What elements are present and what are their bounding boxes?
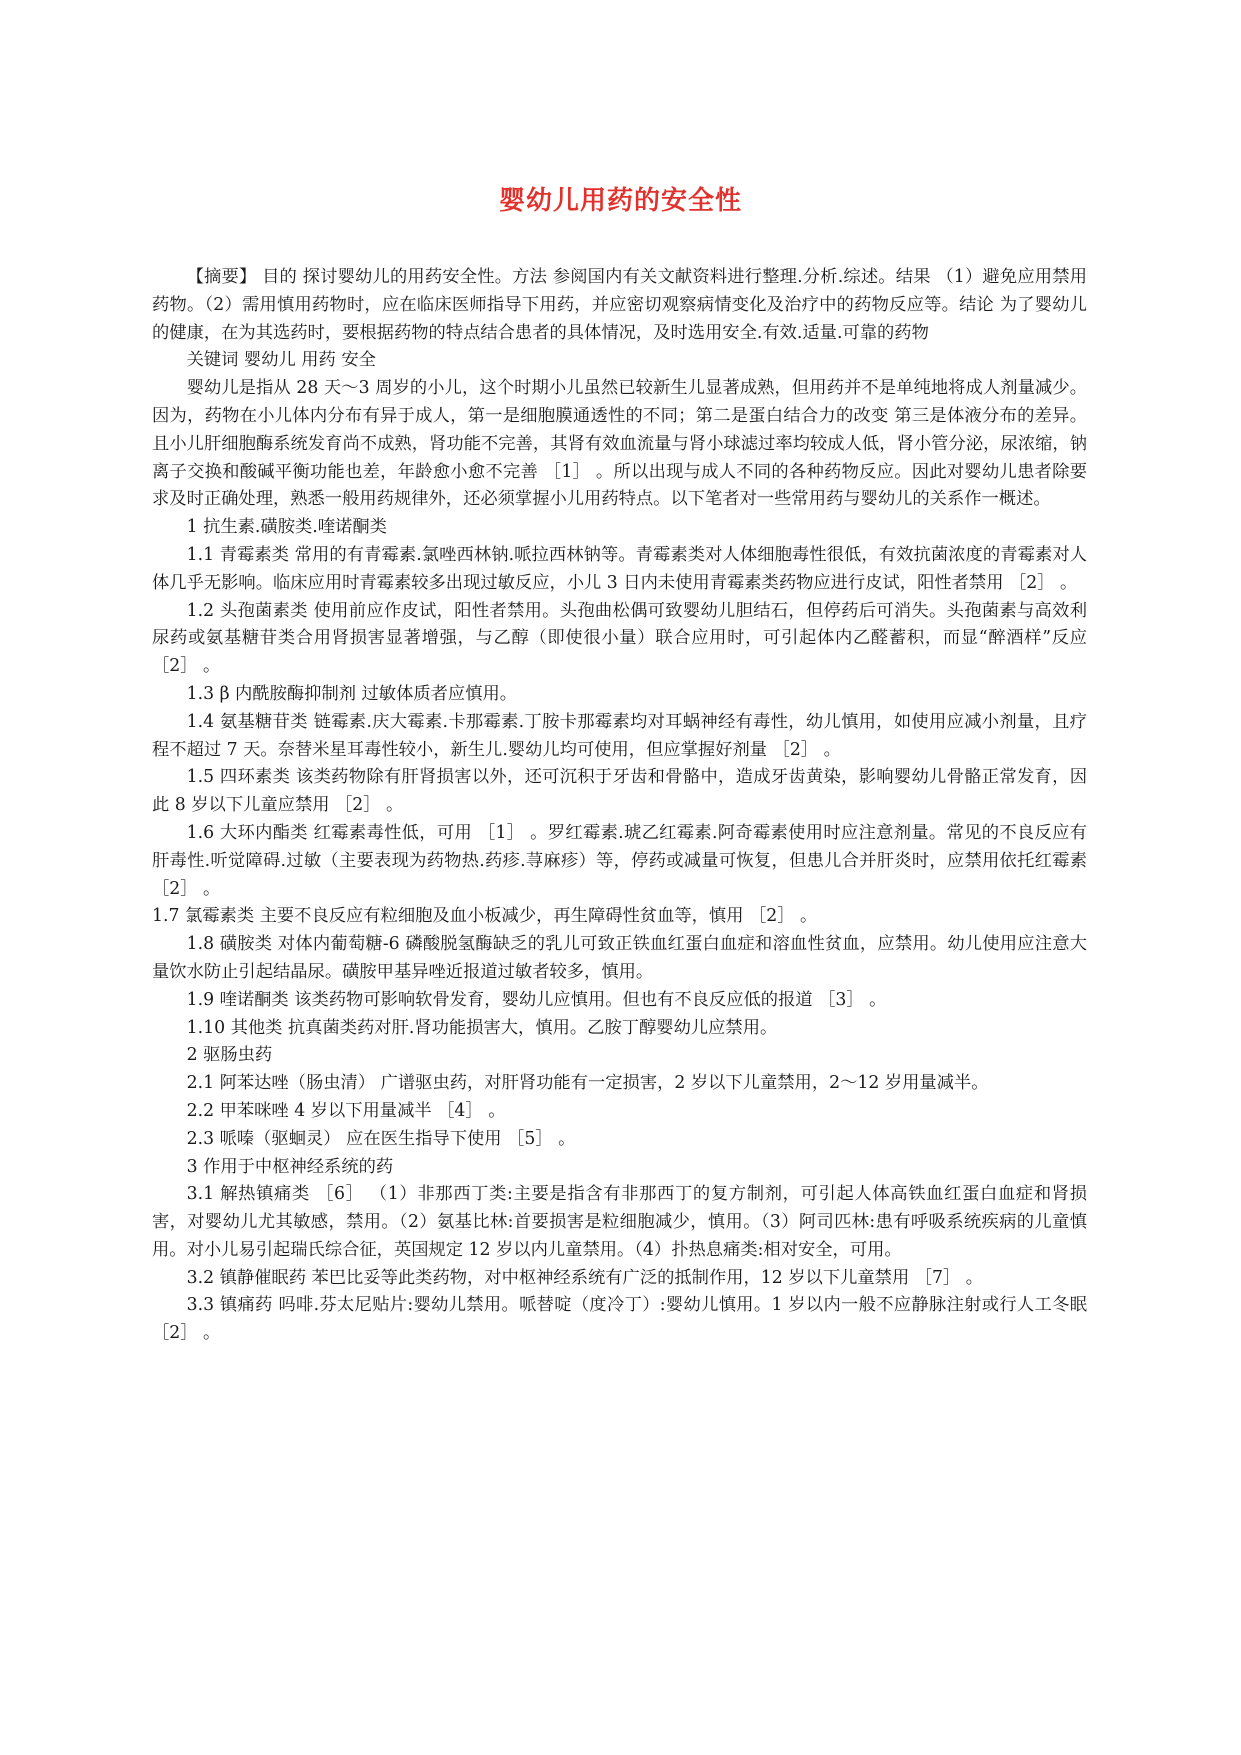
document-body bbox=[152, 264, 1087, 1348]
paragraph: 婴幼儿是指从 28 天～3 周岁的小儿，这个时期小儿虽然已较新生儿显著成熟，但用药并不是单纯地将成人剂量减少。因为，药物在小儿体内分布有异于成人，第一是细胞膜通透性的不同；第二是蛋白结合力的改变 第三是体液分布的差异。且小儿肝细胞酶系统发育尚不成熟，肾功能不完善，其肾有效血流量与肾小球滤过率均较成人低，肾小管分泌，尿浓缩，钠离子交换和酸碱平衡功能也差，年龄愈小愈不完善 ［1］ 。所以出现与成人不同的各种药物反应。因此对婴幼儿患者除要求及时正确处理，熟悉一般用药规律外，还必须掌握小儿用药特点。以下笔者对一些常用药与婴幼儿的关系作一概述。 bbox=[152, 378, 1087, 510]
paragraph: 关键词 婴幼儿 用药 安全 bbox=[186, 350, 376, 371]
paragraph: 2.3 哌嗪（驱蛔灵） 应在医生指导下使用 ［5］ 。 bbox=[186, 1128, 576, 1149]
paragraph: 1.1 青霉素类 常用的有青霉素.氯唑西林钠.哌拉西林钠等。青霉素类对人体细胞毒性很低，有效抗菌浓度的青霉素对人体几乎无影响。临床应用时青霉素较多出现过敏反应，小儿 3 日内未使用青霉素类药物应进行皮试，阳性者禁用 ［2］ 。 bbox=[152, 544, 1087, 593]
paragraph: 【摘要】 目的 探讨婴幼儿的用药安全性。方法 参阅国内有关文献资料进行整理.分析.综述。结果 （1）避免应用禁用药物。（2）需用慎用药物时，应在临床医师指导下用药，并应密切观察病情变化及治疗中的药物反应等。结论 为了婴幼儿的健康，在为其选药时，要根据药物的特点结合患者的具体情况，及时选用安全.有效.适量.可靠的药物 bbox=[152, 267, 1087, 343]
paragraph: 1.4 氨基糖苷类 链霉素.庆大霉素.卡那霉素.丁胺卡那霉素均对耳蜗神经有毒性，幼儿慎用，如使用应减小剂量，且疗程不超过 7 天。奈替米星耳毒性较小，新生儿.婴幼儿均可使用，但应掌握好剂量 ［2］ 。 bbox=[152, 711, 1087, 760]
paragraph: 3 作用于中枢神经系统的药 bbox=[186, 1156, 394, 1177]
paragraph: 1.7 氯霉素类 主要不良反应有粒细胞及血小板减少，再生障碍性贫血等，慎用 ［2］ 。 bbox=[152, 906, 818, 927]
paragraph: 1.8 磺胺类 对体内葡萄糖-6 磷酸脱氢酶缺乏的乳儿可致正铁血红蛋白血症和溶血性贫血，应禁用。幼儿使用应注意大量饮水防止引起结晶尿。磺胺甲基异唑近报道过敏者较多，慎用。 bbox=[152, 934, 1087, 982]
paragraph: 2.1 阿苯达唑（肠虫清） 广谱驱虫药，对肝肾功能有一定损害，2 岁以下儿童禁用，2～12 岁用量减半。 bbox=[186, 1073, 989, 1094]
paragraph: 3.3 镇痛药 吗啡.芬太尼贴片:婴幼儿禁用。哌替啶（度冷丁）:婴幼儿慎用。1 岁以内一般不应静脉注射或行人工冬眠 ［2］ 。 bbox=[152, 1295, 1087, 1344]
paragraph: 1.3 β 内酰胺酶抑制剂 过敏体质者应慎用。 bbox=[186, 683, 518, 704]
paragraph: 3.1 解热镇痛类 ［6］ （1）非那西丁类:主要是指含有非那西丁的复方制剂，可引起人体高铁血红蛋白血症和肾损害，对婴幼儿尤其敏感，禁用。（2）氨基比林:首要损害是粒细胞减少，慎用。（3）阿司匹林:患有呼吸系统疾病的儿童慎用。对小儿易引起瑞氏综合征，英国规定 12 岁以内儿童禁用。（4）扑热息痛类:相对安全，可用。 bbox=[152, 1184, 1087, 1260]
paragraph: 1.9 喹诺酮类 该类药物可影响软骨发育，婴幼儿应慎用。但也有不良反应低的报道 ［3］ 。 bbox=[186, 989, 887, 1010]
paragraph: 1.6 大环内酯类 红霉素毒性低，可用 ［1］ 。罗红霉素.琥乙红霉素.阿奇霉素使用时应注意剂量。常见的不良反应有肝毒性.听觉障碍.过敏（主要表现为药物热.药疹.荨麻疹）等，停药或减量可恢复，但患儿合并肝炎时，应禁用依托红霉素 ［2］ 。 bbox=[152, 822, 1087, 899]
paragraph: 1.2 头孢菌素类 使用前应作皮试，阳性者禁用。头孢曲松偶可致婴幼儿胆结石，但停药后可消失。头孢菌素与高效利尿药或氨基糖苷类合用肾损害显著增强，与乙醇（即使很小量）联合应用时，可引起体内乙醛蓄积，而显“醉酒样”反应 ［2］ 。 bbox=[152, 600, 1087, 677]
paragraph: 1.10 其他类 抗真菌类药对肝.肾功能损害大，慎用。乙胺丁醇婴幼儿应禁用。 bbox=[186, 1017, 778, 1038]
paragraph: 1.5 四环素类 该类药物除有肝肾损害以外，还可沉积于牙齿和骨骼中，造成牙齿黄染，影响婴幼儿骨骼正常发育，因此 8 岁以下儿童应禁用 ［2］ 。 bbox=[152, 767, 1087, 816]
paragraph: 2 驱肠虫药 bbox=[186, 1045, 273, 1066]
paragraph: 1 抗生素.磺胺类.喹诺酮类 bbox=[186, 517, 387, 538]
paragraph: 3.2 镇静催眠药 苯巴比妥等此类药物，对中枢神经系统有广泛的抵制作用，12 岁以下儿童禁用 ［7］ 。 bbox=[186, 1267, 984, 1288]
paragraph: 2.2 甲苯咪唑 4 岁以下用量减半 ［4］ 。 bbox=[186, 1100, 506, 1121]
document-title: 婴幼儿用药的安全性 bbox=[498, 186, 742, 216]
